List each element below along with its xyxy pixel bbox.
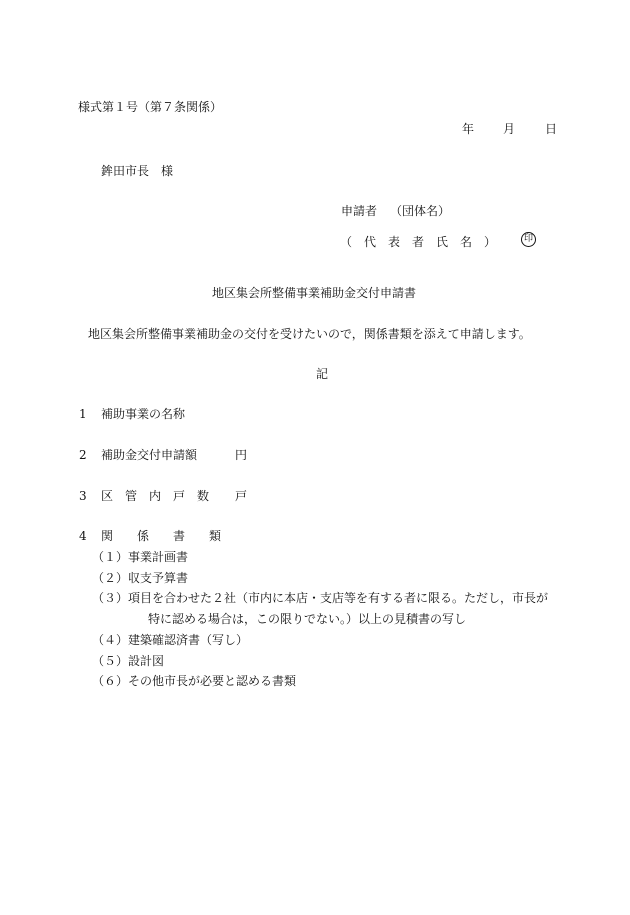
document-title: 地区集会所整備事業補助金交付申請書 (212, 286, 417, 300)
date-month: 月 (503, 122, 516, 136)
item2-label: 補助金交付申請額 (101, 448, 198, 462)
document-item-5: （５）設計図 (92, 654, 165, 668)
ki-heading: 記 (316, 367, 329, 381)
intro-text: 地区集会所整備事業補助金の交付を受けたいので，関係書類を添えて申請します。 (88, 327, 531, 341)
item4-num: 4 (79, 529, 87, 543)
document-item-6: （６）その他市長が必要と認める書類 (92, 674, 297, 688)
item3-unit: 戸 (235, 489, 248, 503)
form-number: 様式第１号（第７条関係） (78, 100, 223, 114)
document-item-3: （３）項目を合わせた２社（市内に本店・支店等を有する者に限る。ただし，市長が (92, 591, 549, 605)
date-year: 年 (462, 122, 475, 136)
item1-num: 1 (79, 407, 87, 421)
addressee: 鉾田市長 様 (101, 164, 174, 178)
item3-label: 区 管 内 戸 数 (101, 489, 210, 503)
applicant-label: 申請者 (341, 204, 378, 218)
document-item-2: （２）収支予算書 (92, 571, 189, 585)
document-item-4: （４）建築確認済書（写し） (92, 633, 249, 647)
item3-num: 3 (79, 489, 87, 503)
document-item-1: （１）事業計画書 (92, 550, 189, 564)
seal-icon: 印 (521, 232, 536, 247)
item2-num: 2 (79, 448, 87, 462)
applicant-group-name: （団体名） (390, 204, 451, 218)
item2-unit: 円 (235, 448, 248, 462)
item4-label: 関 係 書 類 (101, 529, 222, 543)
applicant-representative: （ 代 表 者 氏 名 ） (340, 235, 497, 249)
item1-label: 補助事業の名称 (101, 407, 186, 421)
date-day: 日 (545, 122, 558, 136)
document-item-3-continued: 特に認める場合は，この限りでない。）以上の見積書の写し (148, 612, 467, 626)
